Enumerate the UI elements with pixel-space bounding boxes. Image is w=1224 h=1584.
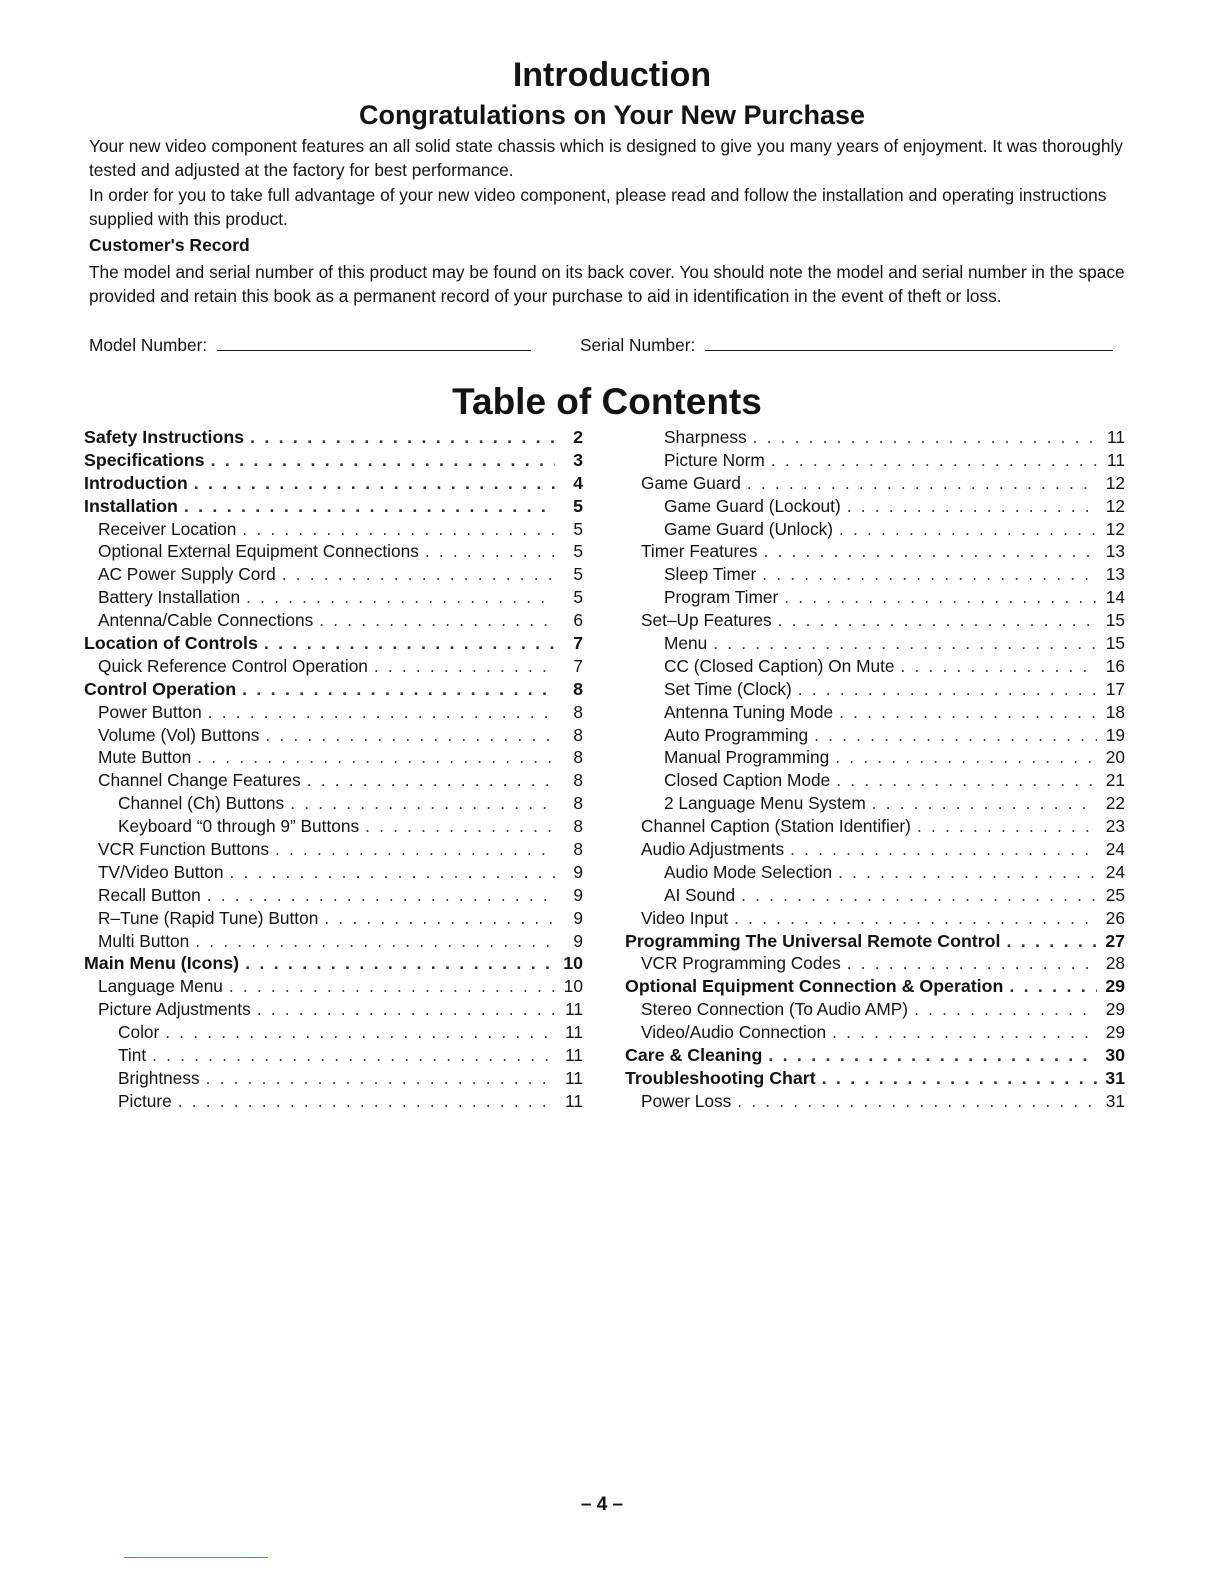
- toc-entry[interactable]: [623, 427, 1125, 450]
- toc-entry[interactable]: [80, 1045, 583, 1068]
- toc-entry-page: 13: [1105, 541, 1125, 562]
- toc-entry-page: 9: [573, 884, 583, 905]
- toc-entry-title: Programming The Universal Remote Control: [625, 930, 1001, 951]
- toc-entry-title: Specifications: [84, 449, 205, 470]
- toc-entry-page: 24: [1105, 839, 1125, 860]
- toc-entry-page: 4: [573, 472, 583, 493]
- toc-entry-title: Tint: [118, 1045, 147, 1066]
- toc-dot-leader: [901, 656, 1097, 677]
- toc-entry-title: Power Loss: [641, 1090, 732, 1111]
- toc-dot-leader: [324, 908, 555, 929]
- toc-entry[interactable]: [80, 747, 583, 770]
- toc-entry-page: 11: [1107, 449, 1125, 470]
- toc-entry[interactable]: [80, 679, 583, 702]
- toc-entry-title: VCR Programming Codes: [641, 953, 841, 974]
- toc-dot-leader: [798, 679, 1097, 700]
- toc-entry-title: Location of Controls: [84, 633, 258, 654]
- toc-entry-page: 8: [573, 747, 583, 768]
- toc-dot-leader: [242, 519, 555, 540]
- toc-dot-leader: [914, 999, 1097, 1020]
- toc-entry-page: 31: [1105, 1067, 1125, 1088]
- toc-entry[interactable]: [623, 656, 1125, 679]
- toc-entry[interactable]: [80, 999, 583, 1022]
- toc-entry[interactable]: [80, 725, 583, 748]
- toc-dot-leader: [762, 564, 1097, 585]
- toc-dot-leader: [242, 679, 555, 700]
- model-number-blank-line: [217, 333, 531, 351]
- toc-dot-leader: [275, 839, 555, 860]
- toc-entry[interactable]: [623, 1091, 1125, 1114]
- toc-entry[interactable]: [80, 931, 583, 954]
- toc-entry-page: 11: [1107, 427, 1125, 447]
- toc-dot-leader: [250, 427, 555, 448]
- toc-entry[interactable]: [623, 610, 1125, 633]
- toc-dot-leader: [206, 1068, 555, 1089]
- toc-dot-leader: [365, 816, 555, 837]
- toc-entry[interactable]: [80, 496, 583, 519]
- toc-entry-title: Set Time (Clock): [664, 678, 792, 699]
- toc-entry-title: Set–Up Features: [641, 610, 772, 631]
- toc-dot-leader: [753, 427, 1097, 448]
- toc-entry-title: Antenna/Cable Connections: [98, 610, 314, 631]
- toc-entry-title: Sleep Timer: [664, 564, 757, 585]
- toc-dot-leader: [764, 541, 1097, 562]
- toc-entry[interactable]: [80, 908, 583, 931]
- toc-entry-title: Optional External Equipment Connections: [98, 541, 419, 562]
- toc-dot-leader: [282, 564, 555, 585]
- toc-entry-title: Stereo Connection (To Audio AMP): [641, 999, 909, 1020]
- toc-entry[interactable]: [623, 908, 1125, 931]
- toc-dot-leader: [839, 702, 1097, 723]
- toc-entry-page: 8: [573, 701, 583, 722]
- toc-entry[interactable]: [623, 519, 1125, 542]
- toc-entry-title: Picture: [118, 1090, 172, 1111]
- toc-dot-leader: [838, 862, 1097, 883]
- toc-dot-leader: [835, 747, 1097, 768]
- toc-entry-page: 28: [1105, 953, 1125, 974]
- toc-entry-title: 2 Language Menu System: [664, 793, 866, 814]
- toc-entry-title: Sharpness: [664, 427, 747, 447]
- toc-entry-title: Mute Button: [98, 747, 192, 768]
- toc-entry-title: AC Power Supply Cord: [98, 564, 276, 585]
- toc-entry[interactable]: [623, 587, 1125, 610]
- toc-entry[interactable]: [623, 633, 1125, 656]
- toc-entry-title: Channel Change Features: [98, 770, 301, 791]
- toc-entry-title: Channel (Ch) Buttons: [118, 793, 285, 814]
- intro-paragraph-1: Your new video component features an all solid state chassis which is designed to give you many years of enjoyment. It was thoroughly tested and adjusted at the factory for best performance.: [89, 136, 1123, 180]
- toc-entry[interactable]: [80, 885, 583, 908]
- toc-entry-page: 8: [573, 770, 583, 791]
- toc-entry-page: 5: [573, 541, 583, 562]
- toc-entry[interactable]: [80, 976, 583, 999]
- toc-dot-leader: [208, 702, 555, 723]
- toc-entry[interactable]: [80, 587, 583, 610]
- toc-entry-title: Color: [118, 1022, 160, 1043]
- toc-dot-leader: [374, 656, 555, 677]
- toc-entry-title: Recall Button: [98, 884, 201, 905]
- toc-entry-page: 5: [573, 564, 583, 585]
- toc-dot-leader: [319, 610, 555, 631]
- toc-dot-leader: [784, 587, 1097, 608]
- toc-entry-page: 24: [1105, 861, 1125, 882]
- toc-entry[interactable]: [80, 816, 583, 839]
- toc-entry-page: 5: [573, 587, 583, 608]
- toc-entry[interactable]: [623, 976, 1125, 999]
- toc-entry-title: Main Menu (Icons): [84, 953, 240, 974]
- toc-entry[interactable]: [623, 1045, 1125, 1068]
- toc-dot-leader: [197, 747, 555, 768]
- toc-entry[interactable]: [80, 519, 583, 542]
- toc-entry-title: Video/Audio Connection: [641, 1022, 827, 1043]
- model-number-label: Model Number:: [89, 335, 208, 355]
- toc-entry-page: 8: [573, 816, 583, 837]
- toc-dot-leader: [737, 1091, 1097, 1112]
- toc-entry[interactable]: [80, 793, 583, 816]
- toc-entry[interactable]: [80, 541, 583, 564]
- toc-entry-page: 8: [573, 724, 583, 745]
- toc-entry-page: 2: [573, 427, 583, 447]
- toc-entry-page: 21: [1105, 770, 1125, 791]
- toc-entry-page: 13: [1105, 564, 1125, 585]
- toc-dot-leader: [713, 633, 1097, 654]
- toc-entry[interactable]: [80, 656, 583, 679]
- toc-dot-leader: [771, 450, 1097, 471]
- toc-dot-leader: [184, 496, 555, 517]
- toc-entry[interactable]: [80, 839, 583, 862]
- toc-entry-title: CC (Closed Caption) On Mute: [664, 655, 895, 676]
- toc-entry-title: Volume (Vol) Buttons: [98, 724, 260, 745]
- toc-dot-leader: [307, 770, 555, 791]
- toc-entry[interactable]: [623, 999, 1125, 1022]
- toc-entry-page: 29: [1105, 999, 1125, 1020]
- toc-dot-leader: [152, 1045, 555, 1066]
- toc-entry-title: Video Input: [641, 907, 729, 928]
- toc-dot-leader: [290, 793, 555, 814]
- customer-record-paragraph: The model and serial number of this product may be found on its back cover. You should note the model and serial number in the space provided and retain this book as a permanent record of your purchase to aid in identification in the event of theft or loss.: [89, 262, 1125, 306]
- toc-entry-title: Optional Equipment Connection & Operation: [625, 976, 1004, 997]
- toc-entry-page: 11: [565, 1090, 583, 1111]
- toc-entry-title: Battery Installation: [98, 587, 241, 608]
- toc-entry[interactable]: [623, 770, 1125, 793]
- toc-entry-page: 18: [1105, 701, 1125, 722]
- toc-entry[interactable]: [623, 953, 1125, 976]
- toc-entry-page: 9: [573, 907, 583, 928]
- toc-entry[interactable]: [623, 473, 1125, 496]
- toc-entry-title: Picture Norm: [664, 449, 765, 470]
- toc-dot-leader: [194, 473, 555, 494]
- toc-entry-title: Receiver Location: [98, 518, 237, 539]
- toc-dot-leader: [790, 839, 1097, 860]
- toc-entry-page: 22: [1105, 793, 1125, 814]
- toc-entry-page: 3: [573, 449, 583, 470]
- toc-entry-title: AI Sound: [664, 884, 736, 905]
- toc-entry-title: Game Guard (Lockout): [664, 495, 841, 516]
- toc-entry[interactable]: [623, 747, 1125, 770]
- toc-entry-page: 23: [1105, 816, 1125, 837]
- intro-title: Introduction: [512, 56, 712, 94]
- toc-entry-page: 14: [1105, 587, 1125, 608]
- toc-dot-leader: [917, 816, 1097, 837]
- toc-entry-title: Antenna Tuning Mode: [664, 701, 834, 722]
- toc-entry-title: Power Button: [98, 701, 202, 722]
- toc-entry[interactable]: [80, 1022, 583, 1045]
- toc-entry[interactable]: [623, 1022, 1125, 1045]
- toc-entry-page: 9: [573, 930, 583, 951]
- toc-entry-page: 29: [1105, 1022, 1125, 1043]
- toc-entry-title: VCR Function Buttons: [98, 839, 269, 860]
- toc-entry-title: Picture Adjustments: [98, 999, 251, 1020]
- toc-entry-page: 16: [1105, 655, 1125, 676]
- toc-dot-leader: [195, 931, 555, 952]
- toc-entry-page: 6: [573, 610, 583, 631]
- toc-entry-title: Auto Programming: [664, 724, 809, 745]
- toc-entry-title: TV/Video Button: [98, 861, 224, 882]
- toc-dot-leader: [245, 953, 555, 974]
- toc-entry[interactable]: [623, 541, 1125, 564]
- toc-entry-title: Audio Adjustments: [641, 839, 785, 860]
- toc-entry-title: Audio Mode Selection: [664, 861, 833, 882]
- toc-dot-leader: [211, 450, 555, 471]
- toc-dot-leader: [747, 473, 1097, 494]
- toc-entry-title: Manual Programming: [664, 747, 830, 768]
- toc-dot-leader: [1009, 976, 1097, 997]
- toc-dot-leader: [822, 1068, 1097, 1089]
- toc-entry-page: 31: [1105, 1090, 1125, 1111]
- toc-entry-page: 7: [573, 655, 583, 676]
- page-number: – 4 –: [580, 1494, 624, 1515]
- serial-number-label: Serial Number:: [580, 335, 696, 355]
- toc-dot-leader: [847, 496, 1097, 517]
- toc-entry[interactable]: [623, 839, 1125, 862]
- toc-entry[interactable]: [80, 862, 583, 885]
- toc-dot-leader: [246, 587, 555, 608]
- toc-dot-leader: [847, 953, 1097, 974]
- toc-dot-leader: [872, 793, 1097, 814]
- toc-entry-page: 12: [1105, 472, 1125, 493]
- toc-entry-title: Game Guard: [641, 472, 741, 493]
- toc-entry-title: R–Tune (Rapid Tune) Button: [98, 907, 319, 928]
- toc-entry[interactable]: [623, 793, 1125, 816]
- toc-entry[interactable]: [623, 450, 1125, 473]
- toc-dot-leader: [264, 633, 555, 654]
- toc-entry-page: 11: [565, 1045, 583, 1066]
- toc-entry[interactable]: [80, 610, 583, 633]
- toc-entry[interactable]: [623, 564, 1125, 587]
- toc-entry[interactable]: [80, 427, 583, 450]
- toc-entry-page: 20: [1105, 747, 1125, 768]
- toc-entry[interactable]: [80, 633, 583, 656]
- toc-entry-title: Keyboard “0 through 9” Buttons: [118, 816, 360, 837]
- toc-entry-page: 17: [1105, 678, 1125, 699]
- toc-entry-title: Timer Features: [641, 541, 758, 562]
- toc-left-column: [80, 427, 583, 1114]
- toc-entry[interactable]: [623, 496, 1125, 519]
- toc-entry-title: Control Operation: [84, 678, 237, 699]
- toc-entry[interactable]: [623, 816, 1125, 839]
- toc-entry-page: 15: [1105, 633, 1125, 654]
- toc-entry[interactable]: [80, 770, 583, 793]
- toc-entry-page: 19: [1105, 724, 1125, 745]
- serial-number-field: [580, 333, 1113, 357]
- toc-dot-leader: [207, 885, 555, 906]
- toc-entry[interactable]: [623, 931, 1125, 954]
- toc-dot-leader: [832, 1022, 1097, 1043]
- toc-entry-title: Troubleshooting Chart: [625, 1067, 816, 1088]
- toc-entry-page: 10: [563, 953, 583, 974]
- toc-dot-leader: [265, 725, 555, 746]
- toc-entry-title: Multi Button: [98, 930, 190, 951]
- toc-entry-title: Game Guard (Unlock): [664, 518, 834, 539]
- toc-entry-page: 9: [573, 861, 583, 882]
- toc-dot-leader: [165, 1022, 555, 1043]
- toc-entry-page: 5: [573, 495, 583, 516]
- toc-entry-page: 8: [573, 839, 583, 860]
- toc-dot-leader: [814, 725, 1097, 746]
- toc-entry-page: 8: [573, 793, 583, 814]
- toc-entry-title: Quick Reference Control Operation: [98, 655, 368, 676]
- toc-entry[interactable]: [623, 679, 1125, 702]
- toc-entry[interactable]: [623, 702, 1125, 725]
- toc-entry-title: Channel Caption (Station Identifier): [641, 816, 911, 837]
- toc-entry[interactable]: [80, 450, 583, 473]
- toc-dot-leader: [425, 541, 555, 562]
- serial-number-blank-line: [705, 333, 1113, 351]
- toc-entry[interactable]: [623, 1068, 1125, 1091]
- toc-dot-leader: [836, 770, 1097, 791]
- toc-dot-leader: [230, 862, 555, 883]
- toc-entry-page: 7: [573, 633, 583, 654]
- toc-entry-page: 12: [1105, 518, 1125, 539]
- toc-entry-title: Safety Instructions: [84, 427, 245, 447]
- toc-dot-leader: [768, 1045, 1097, 1066]
- toc-dot-leader: [839, 519, 1097, 540]
- toc-dot-leader: [778, 610, 1097, 631]
- toc-dot-leader: [741, 885, 1097, 906]
- toc-entry-page: 8: [573, 678, 583, 699]
- toc-entry-page: 11: [565, 1022, 583, 1043]
- toc-dot-leader: [178, 1091, 555, 1112]
- toc-entry[interactable]: [80, 473, 583, 496]
- toc-title: Table of Contents: [452, 381, 762, 422]
- toc-entry-title: Care & Cleaning: [625, 1045, 763, 1066]
- toc-entry-page: 27: [1105, 930, 1125, 951]
- intro-subtitle: Congratulations on Your New Purchase: [358, 100, 866, 130]
- toc-entry-page: 15: [1105, 610, 1125, 631]
- toc-entry-page: 11: [565, 999, 583, 1020]
- toc-entry[interactable]: [623, 725, 1125, 748]
- toc-entry-page: 26: [1105, 907, 1125, 928]
- toc-entry-page: 10: [563, 976, 583, 997]
- toc-entry[interactable]: [80, 1091, 583, 1114]
- toc-entry[interactable]: [80, 953, 583, 976]
- toc-entry[interactable]: [80, 702, 583, 725]
- toc-entry-title: Program Timer: [664, 587, 779, 608]
- toc-entry[interactable]: [623, 885, 1125, 908]
- toc-entry-title: Menu: [664, 633, 708, 654]
- toc-entry-page: 30: [1105, 1045, 1125, 1066]
- toc-dot-leader: [734, 908, 1097, 929]
- toc-entry-title: Closed Caption Mode: [664, 770, 831, 791]
- toc-entry[interactable]: [80, 564, 583, 587]
- toc-dot-leader: [1006, 931, 1097, 952]
- toc-dot-leader: [257, 999, 555, 1020]
- intro-paragraph-2: In order for you to take full advantage of your new video component, please read and follow the installation and operating instructions supplied with this product.: [89, 185, 1107, 229]
- toc-dot-leader: [229, 976, 555, 997]
- toc-entry-page: 29: [1105, 976, 1125, 997]
- toc-entry-title: Brightness: [118, 1067, 200, 1088]
- bottom-divider: [124, 1557, 268, 1558]
- toc-entry-page: 5: [573, 518, 583, 539]
- customer-record-heading: Customer's Record: [89, 235, 250, 255]
- toc-entry-page: 12: [1105, 495, 1125, 516]
- model-number-field: [89, 333, 531, 357]
- toc-entry-title: Installation: [84, 495, 178, 516]
- toc-right-column: [623, 427, 1125, 1114]
- toc-entry[interactable]: [623, 862, 1125, 885]
- toc-entry-page: 25: [1105, 884, 1125, 905]
- toc-entry-title: Language Menu: [98, 976, 223, 997]
- toc-entry[interactable]: [80, 1068, 583, 1091]
- toc-entry-page: 11: [565, 1067, 583, 1088]
- toc-entry-title: Introduction: [84, 472, 188, 493]
